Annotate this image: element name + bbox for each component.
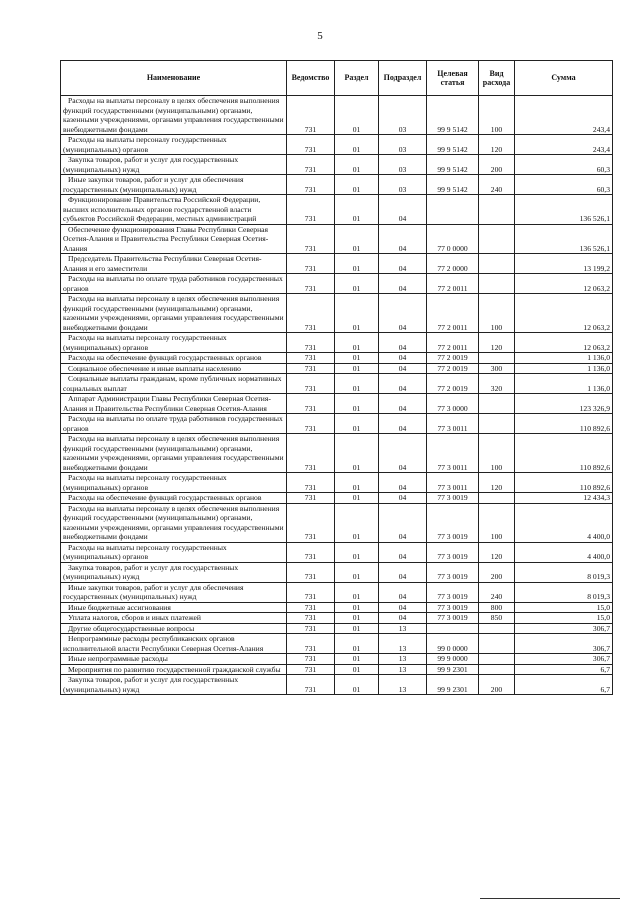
cell-article: 77 3 0000	[427, 394, 479, 414]
header-article: Целевая статья	[427, 61, 479, 96]
cell-name: Расходы на выплаты персоналу в целях обеспечения выполнения функций государственными (муниципальными) органами, казенными учреждениями, органами управления государственными внебюджетными фондами	[61, 96, 287, 135]
cell-name: Закупка товаров, работ и услуг для государственных (муниципальных) нужд	[61, 675, 287, 695]
cell-section: 01	[335, 363, 379, 374]
table-row	[61, 394, 613, 414]
table-header-row	[61, 61, 613, 96]
cell-section: 01	[335, 96, 379, 135]
cell-sum: 136 526,1	[515, 195, 613, 225]
cell-sum: 136 526,1	[515, 224, 613, 254]
table-row	[61, 175, 613, 195]
cell-sum: 306,7	[515, 623, 613, 634]
cell-subsection: 04	[379, 582, 427, 602]
cell-exp-type	[479, 654, 515, 665]
cell-section: 01	[335, 414, 379, 434]
cell-subsection: 04	[379, 434, 427, 473]
cell-sum: 110 892,6	[515, 414, 613, 434]
cell-article: 77 3 0019	[427, 582, 479, 602]
cell-dept: 731	[287, 434, 335, 473]
cell-subsection: 04	[379, 353, 427, 364]
cell-section: 01	[335, 664, 379, 675]
cell-subsection: 13	[379, 623, 427, 634]
table-row	[61, 155, 613, 175]
cell-dept: 731	[287, 414, 335, 434]
cell-article: 77 3 0019	[427, 562, 479, 582]
cell-dept: 731	[287, 542, 335, 562]
cell-name: Мероприятия по развитию государственной гражданской службы	[61, 664, 287, 675]
cell-dept: 731	[287, 602, 335, 613]
cell-article: 99 9 2301	[427, 675, 479, 695]
table-row	[61, 434, 613, 473]
cell-dept: 731	[287, 654, 335, 665]
cell-dept: 731	[287, 224, 335, 254]
cell-name: Социальное обеспечение и иные выплаты населению	[61, 363, 287, 374]
cell-name: Обеспечение функционирования Главы Республики Северная Осетия-Алания и Правительства Республики Северная Осетия-Алания	[61, 224, 287, 254]
cell-exp-type: 300	[479, 363, 515, 374]
cell-section: 01	[335, 224, 379, 254]
cell-section: 01	[335, 294, 379, 333]
cell-sum: 12 063,2	[515, 333, 613, 353]
cell-section: 01	[335, 623, 379, 634]
cell-sum: 110 892,6	[515, 473, 613, 493]
cell-exp-type: 200	[479, 675, 515, 695]
cell-sum: 15,0	[515, 613, 613, 624]
header-subsection: Подраздел	[379, 61, 427, 96]
cell-section: 01	[335, 274, 379, 294]
table-row	[61, 675, 613, 695]
cell-section: 01	[335, 613, 379, 624]
cell-section: 01	[335, 254, 379, 274]
cell-name: Социальные выплаты гражданам, кроме публичных нормативных социальных выплат	[61, 374, 287, 394]
cell-sum: 1 136,0	[515, 363, 613, 374]
header-exp-type: Вид расхода	[479, 61, 515, 96]
cell-article: 77 0 0000	[427, 224, 479, 254]
cell-sum: 4 400,0	[515, 503, 613, 542]
cell-dept: 731	[287, 135, 335, 155]
cell-subsection: 04	[379, 363, 427, 374]
cell-exp-type	[479, 224, 515, 254]
cell-dept: 731	[287, 582, 335, 602]
cell-dept: 731	[287, 394, 335, 414]
cell-dept: 731	[287, 155, 335, 175]
table-row	[61, 493, 613, 504]
cell-dept: 731	[287, 353, 335, 364]
table-row	[61, 542, 613, 562]
cell-name: Иные непрограммные расходы	[61, 654, 287, 665]
cell-article: 99 9 5142	[427, 135, 479, 155]
cell-dept: 731	[287, 294, 335, 333]
cell-subsection: 04	[379, 473, 427, 493]
cell-section: 01	[335, 353, 379, 364]
cell-subsection: 04	[379, 562, 427, 582]
cell-dept: 731	[287, 503, 335, 542]
table-row	[61, 414, 613, 434]
cell-name: Расходы на выплаты персоналу государственных (муниципальных) органов	[61, 542, 287, 562]
cell-sum: 8 019,3	[515, 582, 613, 602]
header-dept: Ведомство	[287, 61, 335, 96]
cell-exp-type: 240	[479, 175, 515, 195]
cell-exp-type: 200	[479, 155, 515, 175]
cell-exp-type	[479, 664, 515, 675]
cell-section: 01	[335, 503, 379, 542]
cell-dept: 731	[287, 634, 335, 654]
cell-sum: 243,4	[515, 135, 613, 155]
cell-subsection: 04	[379, 613, 427, 624]
cell-section: 01	[335, 542, 379, 562]
table-row	[61, 195, 613, 225]
table-row	[61, 135, 613, 155]
cell-dept: 731	[287, 333, 335, 353]
cell-section: 01	[335, 473, 379, 493]
cell-exp-type	[479, 394, 515, 414]
cell-section: 01	[335, 582, 379, 602]
cell-dept: 731	[287, 613, 335, 624]
cell-exp-type	[479, 274, 515, 294]
cell-name: Другие общегосударственные вопросы	[61, 623, 287, 634]
cell-exp-type: 120	[479, 333, 515, 353]
cell-dept: 731	[287, 675, 335, 695]
table-row	[61, 562, 613, 582]
cell-dept: 731	[287, 473, 335, 493]
cell-section: 01	[335, 493, 379, 504]
cell-subsection: 04	[379, 374, 427, 394]
table-row	[61, 224, 613, 254]
cell-section: 01	[335, 675, 379, 695]
cell-article: 77 2 0011	[427, 274, 479, 294]
header-sum: Сумма	[515, 61, 613, 96]
cell-exp-type: 120	[479, 135, 515, 155]
table-row	[61, 96, 613, 135]
cell-sum: 306,7	[515, 654, 613, 665]
table-row	[61, 634, 613, 654]
cell-name: Иные бюджетные ассигнования	[61, 602, 287, 613]
cell-article: 99 9 5142	[427, 175, 479, 195]
cell-name: Иные закупки товаров, работ и услуг для обеспечения государственных (муниципальных) нужд	[61, 582, 287, 602]
cell-subsection: 03	[379, 96, 427, 135]
table-row	[61, 473, 613, 493]
cell-subsection: 04	[379, 294, 427, 333]
cell-exp-type: 120	[479, 542, 515, 562]
cell-section: 01	[335, 602, 379, 613]
cell-article: 77 3 0019	[427, 602, 479, 613]
table-row	[61, 623, 613, 634]
cell-name: Расходы на выплаты персоналу государственных (муниципальных) органов	[61, 333, 287, 353]
header-section: Раздел	[335, 61, 379, 96]
cell-subsection: 03	[379, 135, 427, 155]
cell-subsection: 13	[379, 634, 427, 654]
cell-name: Функционирование Правительства Российской Федерации, высших исполнительных органов государственной власти субъектов Российской Федерации, местных администраций	[61, 195, 287, 225]
cell-sum: 8 019,3	[515, 562, 613, 582]
cell-article: 99 9 0000	[427, 654, 479, 665]
cell-dept: 731	[287, 562, 335, 582]
cell-exp-type: 850	[479, 613, 515, 624]
cell-sum: 6,7	[515, 664, 613, 675]
cell-article: 77 3 0019	[427, 493, 479, 504]
cell-dept: 731	[287, 175, 335, 195]
cell-subsection: 04	[379, 493, 427, 504]
cell-exp-type: 200	[479, 562, 515, 582]
cell-exp-type	[479, 623, 515, 634]
cell-article: 99 9 5142	[427, 155, 479, 175]
table-row	[61, 654, 613, 665]
cell-sum: 15,0	[515, 602, 613, 613]
cell-subsection: 03	[379, 155, 427, 175]
table-row	[61, 582, 613, 602]
cell-sum: 12 434,3	[515, 493, 613, 504]
cell-sum: 306,7	[515, 634, 613, 654]
cell-exp-type	[479, 195, 515, 225]
table-row	[61, 664, 613, 675]
cell-name: Расходы на выплаты персоналу в целях обеспечения выполнения функций государственными (муниципальными) органами, казенными учреждениями, органами управления государственными внебюджетными фондами	[61, 434, 287, 473]
cell-article	[427, 195, 479, 225]
cell-exp-type: 120	[479, 473, 515, 493]
cell-subsection: 04	[379, 254, 427, 274]
cell-section: 01	[335, 434, 379, 473]
cell-article: 77 3 0019	[427, 613, 479, 624]
cell-article: 77 2 0019	[427, 353, 479, 364]
cell-subsection: 13	[379, 654, 427, 665]
cell-sum: 60,3	[515, 175, 613, 195]
cell-section: 01	[335, 195, 379, 225]
cell-subsection: 13	[379, 664, 427, 675]
cell-subsection: 04	[379, 394, 427, 414]
table-row	[61, 254, 613, 274]
cell-subsection: 04	[379, 542, 427, 562]
cell-subsection: 04	[379, 503, 427, 542]
cell-name: Закупка товаров, работ и услуг для государственных (муниципальных) нужд	[61, 562, 287, 582]
cell-exp-type	[479, 414, 515, 434]
cell-article: 77 2 0019	[427, 374, 479, 394]
cell-name: Расходы на выплаты по оплате труда работников государственных органов	[61, 274, 287, 294]
header-name: Наименование	[61, 61, 287, 96]
cell-exp-type: 800	[479, 602, 515, 613]
cell-sum: 12 063,2	[515, 294, 613, 333]
table-row	[61, 613, 613, 624]
table-row	[61, 374, 613, 394]
cell-article: 99 9 2301	[427, 664, 479, 675]
table-row	[61, 294, 613, 333]
cell-subsection: 04	[379, 414, 427, 434]
cell-dept: 731	[287, 195, 335, 225]
cell-article: 77 2 0011	[427, 294, 479, 333]
table-row	[61, 503, 613, 542]
cell-subsection: 04	[379, 224, 427, 254]
cell-exp-type: 100	[479, 294, 515, 333]
cell-sum: 60,3	[515, 155, 613, 175]
cell-article: 77 3 0011	[427, 414, 479, 434]
cell-section: 01	[335, 333, 379, 353]
cell-name: Расходы на выплаты по оплате труда работников государственных органов	[61, 414, 287, 434]
table-row	[61, 353, 613, 364]
bottom-rule	[480, 898, 620, 899]
cell-subsection: 04	[379, 195, 427, 225]
page-number: 5	[317, 30, 323, 42]
cell-sum: 123 326,9	[515, 394, 613, 414]
cell-section: 01	[335, 155, 379, 175]
cell-exp-type	[479, 634, 515, 654]
cell-article: 99 9 5142	[427, 96, 479, 135]
table-row	[61, 274, 613, 294]
cell-dept: 731	[287, 254, 335, 274]
cell-sum: 13 199,2	[515, 254, 613, 274]
cell-exp-type	[479, 353, 515, 364]
cell-exp-type: 240	[479, 582, 515, 602]
cell-section: 01	[335, 654, 379, 665]
cell-sum: 1 136,0	[515, 353, 613, 364]
cell-subsection: 13	[379, 675, 427, 695]
cell-article	[427, 623, 479, 634]
cell-sum: 243,4	[515, 96, 613, 135]
cell-subsection: 04	[379, 602, 427, 613]
cell-article: 77 3 0019	[427, 542, 479, 562]
cell-section: 01	[335, 394, 379, 414]
budget-table	[60, 60, 613, 695]
cell-name: Председатель Правительства Республики Северная Осетия-Алания и его заместители	[61, 254, 287, 274]
cell-section: 01	[335, 562, 379, 582]
cell-name: Расходы на обеспечение функций государственных органов	[61, 353, 287, 364]
cell-dept: 731	[287, 664, 335, 675]
cell-exp-type	[479, 493, 515, 504]
cell-sum: 4 400,0	[515, 542, 613, 562]
cell-name: Расходы на выплаты персоналу государственных (муниципальных) органов	[61, 135, 287, 155]
cell-exp-type	[479, 254, 515, 274]
cell-section: 01	[335, 135, 379, 155]
cell-dept: 731	[287, 274, 335, 294]
cell-dept: 731	[287, 363, 335, 374]
cell-name: Аппарат Администрации Главы Республики Северная Осетия-Алания и Правительства Республики Северная Осетия-Алания	[61, 394, 287, 414]
cell-subsection: 04	[379, 333, 427, 353]
cell-name: Уплата налогов, сборов и иных платежей	[61, 613, 287, 624]
cell-sum: 12 063,2	[515, 274, 613, 294]
cell-article: 77 2 0000	[427, 254, 479, 274]
cell-name: Расходы на выплаты персоналу в целях обеспечения выполнения функций государственными (муниципальными) органами, казенными учреждениями, органами управления государственными внебюджетными фондами	[61, 294, 287, 333]
cell-name: Иные закупки товаров, работ и услуг для обеспечения государственных (муниципальных) нужд	[61, 175, 287, 195]
cell-article: 99 0 0000	[427, 634, 479, 654]
cell-sum: 6,7	[515, 675, 613, 695]
cell-exp-type: 100	[479, 96, 515, 135]
cell-name: Расходы на выплаты персоналу в целях обеспечения выполнения функций государственными (муниципальными) органами, казенными учреждениями, органами управления государственными внебюджетными фондами	[61, 503, 287, 542]
cell-section: 01	[335, 175, 379, 195]
cell-dept: 731	[287, 374, 335, 394]
table-row	[61, 363, 613, 374]
cell-dept: 731	[287, 493, 335, 504]
cell-article: 77 3 0011	[427, 434, 479, 473]
cell-dept: 731	[287, 96, 335, 135]
cell-article: 77 2 0019	[427, 363, 479, 374]
cell-sum: 1 136,0	[515, 374, 613, 394]
cell-name: Непрограммные расходы республиканских органов исполнительной власти Республики Северная Осетия-Алания	[61, 634, 287, 654]
cell-section: 01	[335, 374, 379, 394]
cell-article: 77 2 0011	[427, 333, 479, 353]
cell-exp-type: 320	[479, 374, 515, 394]
cell-exp-type: 100	[479, 503, 515, 542]
cell-name: Закупка товаров, работ и услуг для государственных (муниципальных) нужд	[61, 155, 287, 175]
cell-article: 77 3 0011	[427, 473, 479, 493]
cell-subsection: 03	[379, 175, 427, 195]
cell-sum: 110 892,6	[515, 434, 613, 473]
cell-subsection: 04	[379, 274, 427, 294]
cell-article: 77 3 0019	[427, 503, 479, 542]
cell-name: Расходы на выплаты персоналу государственных (муниципальных) органов	[61, 473, 287, 493]
cell-section: 01	[335, 634, 379, 654]
table-row	[61, 333, 613, 353]
cell-name: Расходы на обеспечение функций государственных органов	[61, 493, 287, 504]
table-row	[61, 602, 613, 613]
cell-exp-type: 100	[479, 434, 515, 473]
cell-dept: 731	[287, 623, 335, 634]
